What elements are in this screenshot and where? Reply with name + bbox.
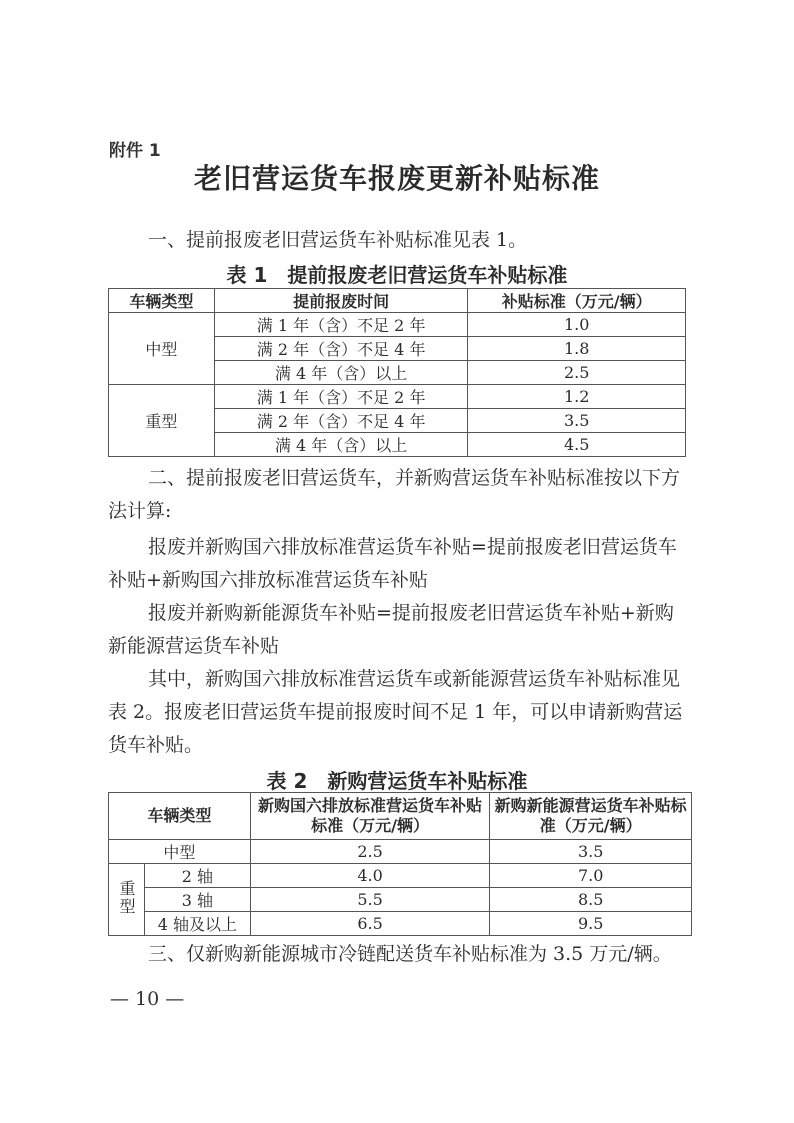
formula-1-text: 报废并新购国六排放标准营运货车补贴=提前报废老旧营运货车补贴+新购国六排放标准营运货车补贴 — [108, 536, 677, 591]
formula-2-text: 报废并新购新能源货车补贴=提前报废老旧营运货车补贴+新购新能源营运货车补贴 — [108, 602, 674, 657]
table2-value-cell: 8.5 — [490, 888, 692, 912]
table1-time-cell: 满 4 年（含）以上 — [214, 433, 468, 457]
table2-value-cell: 3.5 — [490, 840, 692, 864]
table2-header-type: 车辆类型 — [109, 793, 251, 840]
table2-axle-cell: 4 轴及以上 — [144, 912, 250, 936]
table1-value-cell: 1.0 — [468, 313, 686, 337]
note-text: 其中，新购国六排放标准营运货车或新能源营运货车补贴标准见表 2。报废老旧营运货车提前报废时间不足 1 年，可以申请新购营运货车补贴。 — [108, 668, 683, 756]
table2-header-gb6: 新购国六排放标准营运货车补贴标准（万元/辆） — [250, 793, 490, 840]
section-2-text: 二、提前报废老旧营运货车，并新购营运货车补贴标准按以下方法计算: — [108, 467, 681, 522]
table2-caption: 表 2 新购营运货车补贴标准 — [266, 769, 528, 793]
table2-header-row — [109, 793, 692, 840]
table2-header-nev: 新购新能源营运货车补贴标准（万元/辆） — [490, 793, 692, 840]
table-row — [109, 385, 686, 409]
table1-time-cell: 满 2 年（含）不足 4 年 — [214, 337, 468, 361]
table1-type-heavy: 重型 — [109, 385, 215, 457]
table1-header-row — [109, 289, 686, 313]
table1-header-type: 车辆类型 — [109, 289, 215, 313]
table1-value-cell: 1.8 — [468, 337, 686, 361]
table2-axle-cell: 3 轴 — [144, 888, 250, 912]
table2-value-cell: 5.5 — [250, 888, 490, 912]
table2-heavy-label: 重型 — [116, 879, 136, 916]
table-row — [109, 840, 692, 864]
table1-time-cell: 满 1 年（含）不足 2 年 — [214, 313, 468, 337]
table-row — [109, 888, 692, 912]
table1-value-cell: 4.5 — [468, 433, 686, 457]
section-3-text: 三、仅新购新能源城市冷链配送货车补贴标准为 3.5 万元/辆。 — [148, 943, 672, 965]
table2-value-cell: 2.5 — [250, 840, 490, 864]
table1-value-cell: 3.5 — [468, 409, 686, 433]
table1-value-cell: 1.2 — [468, 385, 686, 409]
section-1-text: 一、提前报废老旧营运货车补贴标准见表 1。 — [148, 229, 528, 251]
table1-time-cell: 满 4 年（含）以上 — [214, 361, 468, 385]
document-title: 老旧营运货车报废更新补贴标准 — [193, 162, 600, 195]
table2-value-cell: 7.0 — [490, 864, 692, 888]
table2-value-cell: 9.5 — [490, 912, 692, 936]
table1-time-cell: 满 1 年（含）不足 2 年 — [214, 385, 468, 409]
table2-type-heavy — [109, 864, 145, 936]
table-row — [109, 864, 692, 888]
table1-header-subsidy: 补贴标准（万元/辆） — [468, 289, 686, 313]
table1-type-medium: 中型 — [109, 313, 215, 385]
table-row — [109, 912, 692, 936]
table2-type-medium: 中型 — [109, 840, 251, 864]
table2-axle-cell: 2 轴 — [144, 864, 250, 888]
page-number: — 10 — — [110, 988, 185, 1010]
table1-value-cell: 2.5 — [468, 361, 686, 385]
table1 — [108, 288, 686, 457]
table1-time-cell: 满 2 年（含）不足 4 年 — [214, 409, 468, 433]
table1-header-time: 提前报废时间 — [214, 289, 468, 313]
table1-caption: 表 1 提前报废老旧营运货车补贴标准 — [226, 263, 568, 287]
table2-value-cell: 4.0 — [250, 864, 490, 888]
table2-value-cell: 6.5 — [250, 912, 490, 936]
table-row — [109, 313, 686, 337]
attachment-label: 附件 1 — [109, 141, 161, 161]
table2 — [108, 792, 692, 936]
